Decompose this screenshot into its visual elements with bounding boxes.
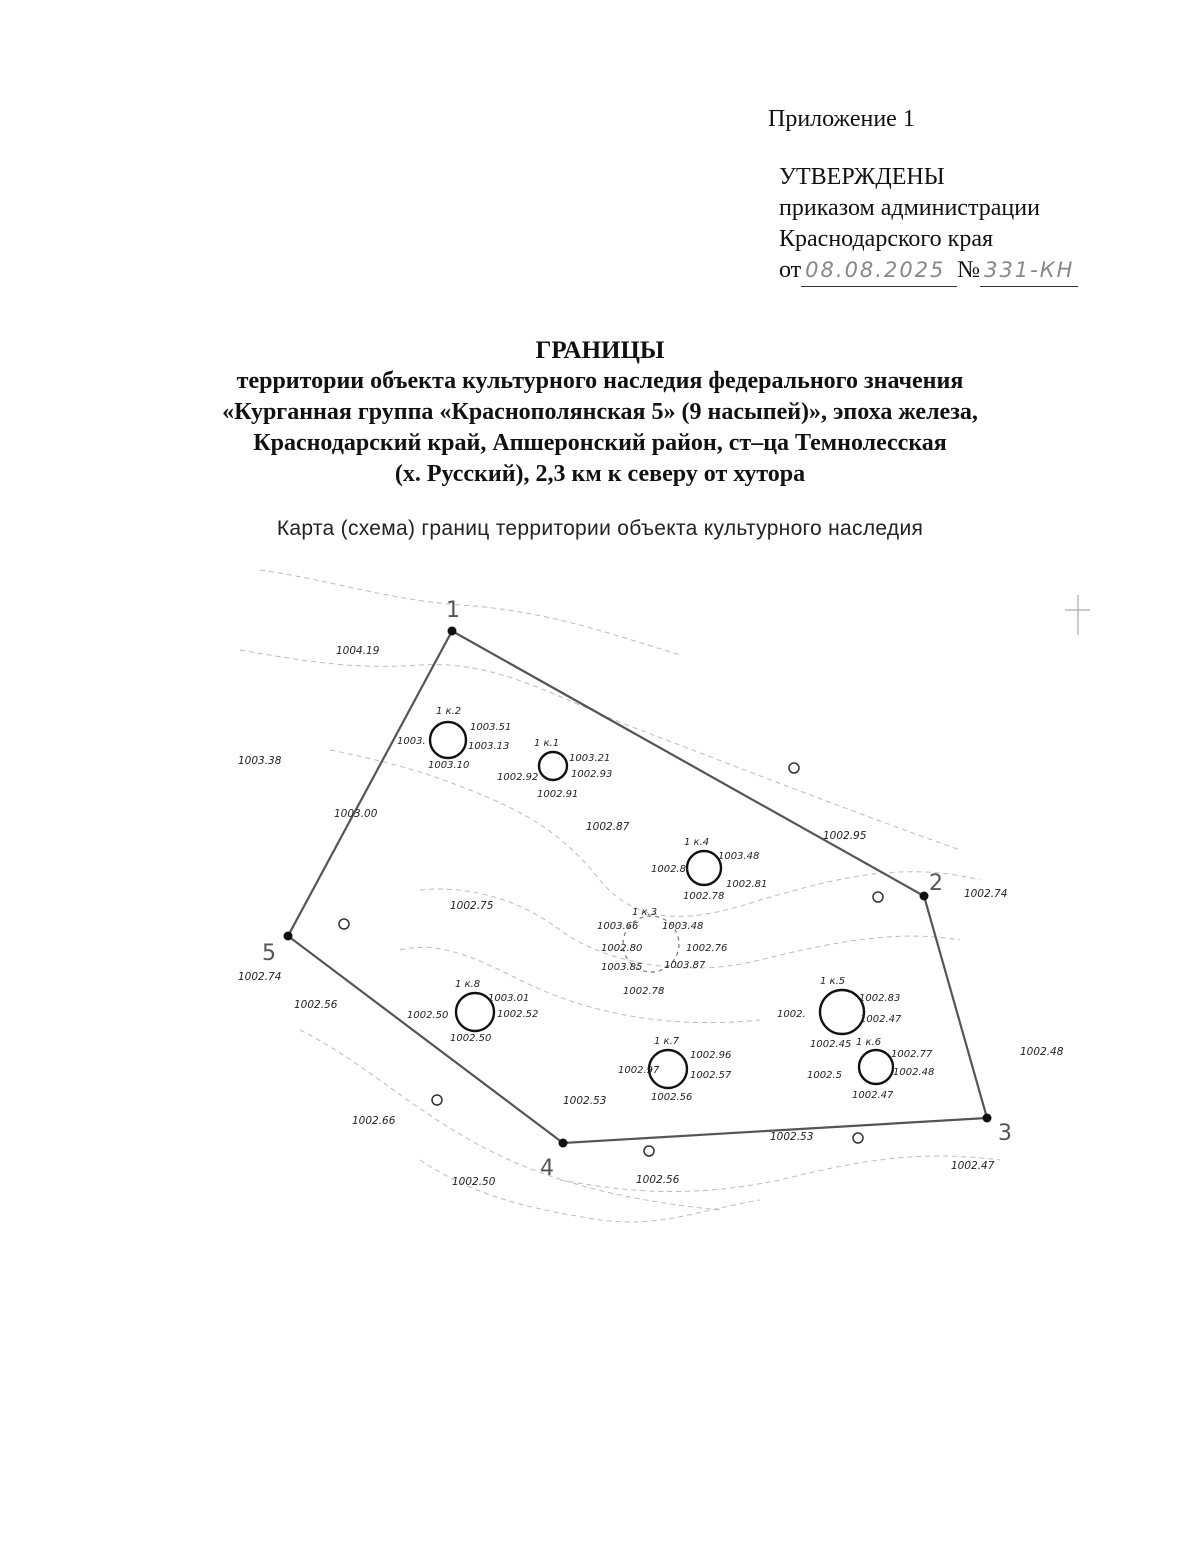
mound-value: 1002.77: [891, 1049, 933, 1060]
mound-circle: [820, 990, 864, 1034]
mound-circle: [687, 851, 721, 885]
order-line-2: Краснодарского края: [779, 226, 994, 252]
mound-value: 1003.48: [718, 851, 760, 862]
boundary-point-3: [983, 1114, 992, 1123]
mound-value: 1002.81: [726, 879, 768, 890]
date-prefix: от: [779, 257, 802, 283]
elevation-label: 1002.74: [964, 888, 1008, 900]
mound-value: 1003.13: [468, 741, 510, 752]
mound-label: 1 к.2: [436, 706, 462, 717]
document-title: [0, 335, 1200, 490]
boundary-point-1: [448, 627, 457, 636]
mound-value: 1002.91: [537, 789, 579, 800]
mound-value: 1002.83: [859, 993, 901, 1004]
mound-value: 1002.45: [810, 1039, 852, 1050]
elevation-label: 1002.56: [636, 1174, 680, 1186]
mound-value: 1003.48: [662, 921, 704, 932]
boundary-label-4: 4: [540, 1156, 554, 1181]
mound-value: 1002.78: [683, 891, 725, 902]
title-line-2: «Курганная группа «Краснополянская 5» (9 насыпей)», эпоха железа,: [222, 399, 978, 425]
mound-value: 1002.48: [893, 1067, 935, 1078]
mound-value: 1002.50: [407, 1010, 449, 1021]
number-prefix: №: [957, 257, 981, 283]
mound-label: 1 к.8: [455, 979, 481, 990]
survey-mark: [432, 1095, 442, 1105]
map-subtitle: Карта (схема) границ территории объекта культурного наследия: [276, 517, 924, 540]
mound-value: 1002.76: [686, 943, 728, 954]
boundary-point-2: [920, 892, 929, 901]
appendix-label: Приложение 1: [768, 106, 915, 132]
handwritten-number: 331-КН: [984, 258, 1075, 282]
mound-label: 1 к.6: [856, 1037, 882, 1048]
mound-label: 1 к.5: [820, 976, 846, 987]
mound-circle: [859, 1050, 893, 1084]
mound-value: 1002.8: [651, 864, 686, 875]
elevation-label: 1002.53: [563, 1095, 607, 1107]
elevation-label: 1002.47: [951, 1160, 995, 1172]
mound-label: 1 к.7: [654, 1036, 680, 1047]
mound-value: 1002.80: [601, 943, 643, 954]
elevation-label: 1002.50: [452, 1176, 496, 1188]
mound-value: 1003.: [397, 736, 426, 747]
title-line-1: территории объекта культурного наследия федерального значения: [236, 368, 964, 394]
date-field: [801, 255, 957, 287]
corner-marker: [1065, 595, 1090, 635]
survey-mark: [873, 892, 883, 902]
handwritten-date: 08.08.2025: [805, 258, 946, 282]
mound-value: 1003.21: [569, 753, 611, 764]
mound-label: 1 к.3: [632, 907, 658, 918]
title-line-4: (х. Русский), 2,3 км к северу от хутора: [394, 461, 806, 487]
elevation-label: 1002.48: [1020, 1046, 1064, 1058]
order-date-line: [779, 255, 1078, 287]
boundary-label-3: 3: [998, 1121, 1012, 1146]
survey-mark: [339, 919, 349, 929]
mound-value: 1003.10: [428, 760, 470, 771]
boundary-label-1: 1: [446, 598, 460, 623]
mound-value: 1002.: [777, 1009, 806, 1020]
elevation-label: 1003.38: [238, 755, 282, 767]
boundary-point-5: [284, 932, 293, 941]
mound-circle: [539, 752, 567, 780]
survey-mark: [644, 1146, 654, 1156]
mound-value: 1003.66: [597, 921, 639, 932]
number-field: [980, 255, 1078, 287]
boundary-label-5: 5: [262, 941, 276, 966]
elevation-label: 1002.56: [294, 999, 338, 1011]
approval-block: [779, 162, 1078, 287]
order-line-1: приказом администрации: [779, 195, 1040, 221]
elevation-label: 1002.74: [238, 971, 282, 983]
mound-value: 1002.47: [852, 1090, 894, 1101]
mound-value: 1002.50: [450, 1033, 492, 1044]
elevation-label: 1002.66: [352, 1115, 396, 1127]
survey-mark: [789, 763, 799, 773]
mound-label: 1 к.1: [534, 738, 560, 749]
boundary-label-2: 2: [929, 871, 943, 896]
elevation-label: 1002.87: [586, 821, 630, 833]
mound-circle: [430, 722, 466, 758]
mound-value: 1002.97: [618, 1065, 660, 1076]
mound-value: 1003.51: [470, 722, 512, 733]
mound-value: 1002.96: [690, 1050, 732, 1061]
elevation-label: 1004.19: [336, 645, 380, 657]
mound-value: 1002.52: [497, 1009, 539, 1020]
survey-mark: [853, 1133, 863, 1143]
mound-value: 1002.57: [690, 1070, 732, 1081]
elevation-label: 1002.95: [823, 830, 867, 842]
mound-label: 1 к.4: [684, 837, 710, 848]
mound-value: 1003.01: [488, 993, 530, 1004]
approved-heading: УТВЕРЖДЕНЫ: [779, 164, 945, 190]
mound-value: 1002.47: [860, 1014, 902, 1025]
mound-value: 1002.56: [651, 1092, 693, 1103]
mound-value: 1002.92: [497, 772, 539, 783]
mound-value: 1003.85: [601, 962, 643, 973]
mound-value: 1002.93: [571, 769, 613, 780]
elevation-label: 1002.53: [770, 1131, 814, 1143]
title-line-3: Краснодарский край, Апшеронский район, ст–ца Темнолесская: [253, 430, 947, 456]
mound-value: 1002.78: [623, 986, 665, 997]
elevation-label: 1002.75: [450, 900, 494, 912]
mound-value: 1003.87: [664, 960, 706, 971]
boundary-map: [0, 560, 1200, 1260]
elevation-label: 1003.00: [334, 808, 378, 820]
title-main: ГРАНИЦЫ: [535, 337, 665, 364]
mound-value: 1002.5: [807, 1070, 842, 1081]
boundary-point-4: [559, 1139, 568, 1148]
